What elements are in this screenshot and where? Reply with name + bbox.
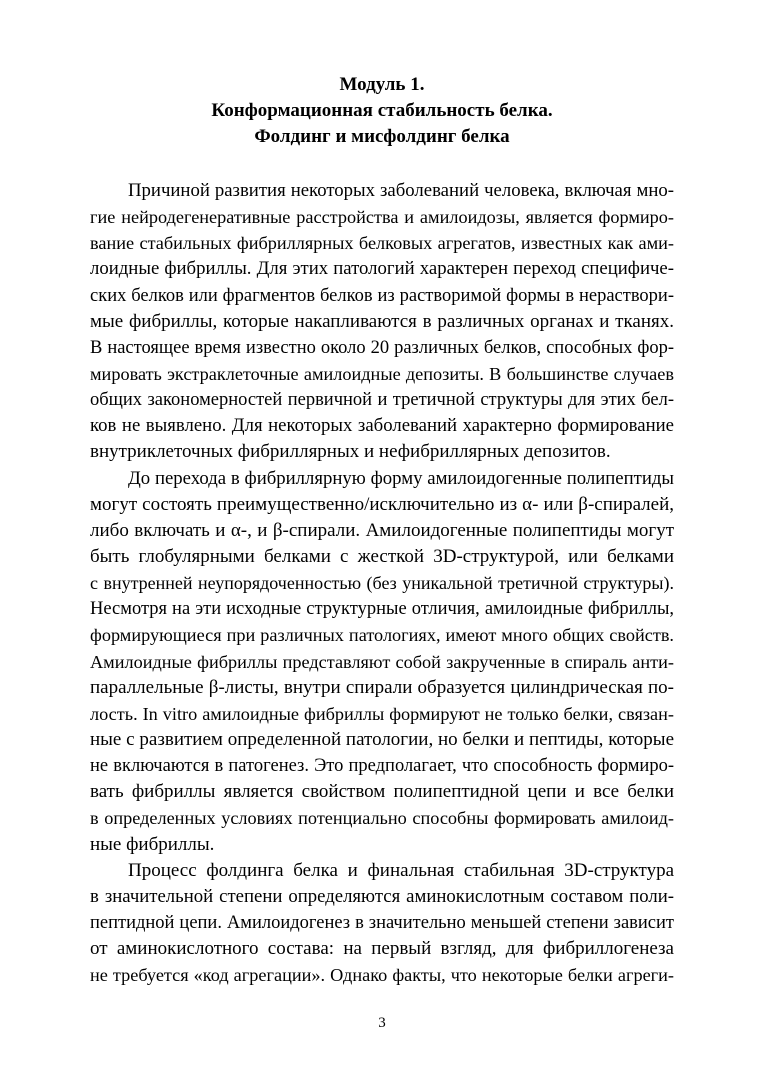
body-text (90, 178, 674, 988)
text-line: вание стабильных фибриллярных белковых агрегатов, известных как ами- (90, 233, 674, 254)
text-line: либо включать и α-, и β-спирали. Амилоидогенные полипептиды могут (90, 519, 674, 541)
text-line: гие нейродегенеративные расстройства и амилоидозы, является формиро- (90, 207, 674, 228)
module-title-line-1: Конформационная стабильность белка. (211, 100, 553, 121)
text-line: В настоящее время известно около 20 различных белков, способных фор- (90, 337, 674, 358)
text-line: с внутренней неупорядоченностью (без уникальной третичной структуры). (90, 573, 674, 594)
text-line: мые фибриллы, которые накапливаются в различных органах и тканях. (90, 310, 674, 332)
text-line: Процесс фолдинга белка и финальная стабильная 3D-структура (128, 859, 674, 881)
text-line: ные с развитием определенной патологии, но белки и пептиды, которые (90, 728, 674, 750)
text-line: пептидной цепи. Амилоидогенез в значительно меньшей степени зависит (90, 912, 674, 933)
text-line: Амилоидные фибриллы представляют собой закрученные в спираль анти- (90, 651, 674, 672)
text-line: от аминокислотного состава: на первый взгляд, для фибриллогенеза (90, 938, 674, 960)
text-line: быть глобулярными белками с жесткой 3D-структурой, или белками (90, 545, 674, 567)
text-line: ков не выявлено. Для некоторых заболеваний характерно формирование (90, 415, 674, 437)
text-line: не требуется «код агрегации». Однако факты, что некоторые белки агреги- (90, 965, 674, 986)
text-line: вать фибриллы является свойством полипептидной цепи и все белки (90, 781, 674, 803)
text-line: внутриклеточных фибриллярных и нефибриллярных депозитов. (90, 441, 611, 463)
text-line: мировать экстраклеточные амилоидные депозиты. В большинстве случаев (90, 363, 674, 384)
text-line: могут состоять преимущественно/исключительно из α- или β-спиралей, (90, 493, 674, 515)
section-heading (0, 72, 764, 150)
text-line: в определенных условиях потенциально способны формировать амилоид- (90, 808, 674, 829)
text-line: не включаются в патогенез. Это предполагает, что способность формиро- (90, 756, 674, 777)
text-line: параллельные β-листы, внутри спирали образуется цилиндрическая по- (90, 676, 674, 698)
module-title-line-2: Фолдинг и мисфолдинг белка (254, 126, 510, 147)
text-line: Причиной развития некоторых заболеваний человека, включая мно- (128, 180, 674, 201)
text-line: лость. In vitro амилоидные фибриллы формируют не только белки, связан- (90, 703, 674, 724)
text-line: общих закономерностей первичной и третичной структуры для этих бел- (90, 390, 674, 411)
text-line: формирующиеся при различных патологиях, имеют много общих свойств. (90, 625, 674, 646)
page-number: 3 (378, 1015, 386, 1031)
text-line: в значительной степени определяются аминокислотным составом поли- (90, 885, 674, 907)
text-line: лоидные фибриллы. Для этих патологий характерен переход специфиче- (90, 258, 674, 280)
text-line: ные фибриллы. (90, 833, 215, 855)
text-line: Несмотря на эти исходные структурные отличия, амилоидные фибриллы, (90, 599, 674, 620)
module-label: Модуль 1. (339, 74, 425, 95)
text-line: ских белков или фрагментов белков из растворимой формы в нераствори- (90, 285, 674, 306)
text-line: До перехода в фибриллярную форму амилоидогенные полипептиды (128, 467, 674, 489)
